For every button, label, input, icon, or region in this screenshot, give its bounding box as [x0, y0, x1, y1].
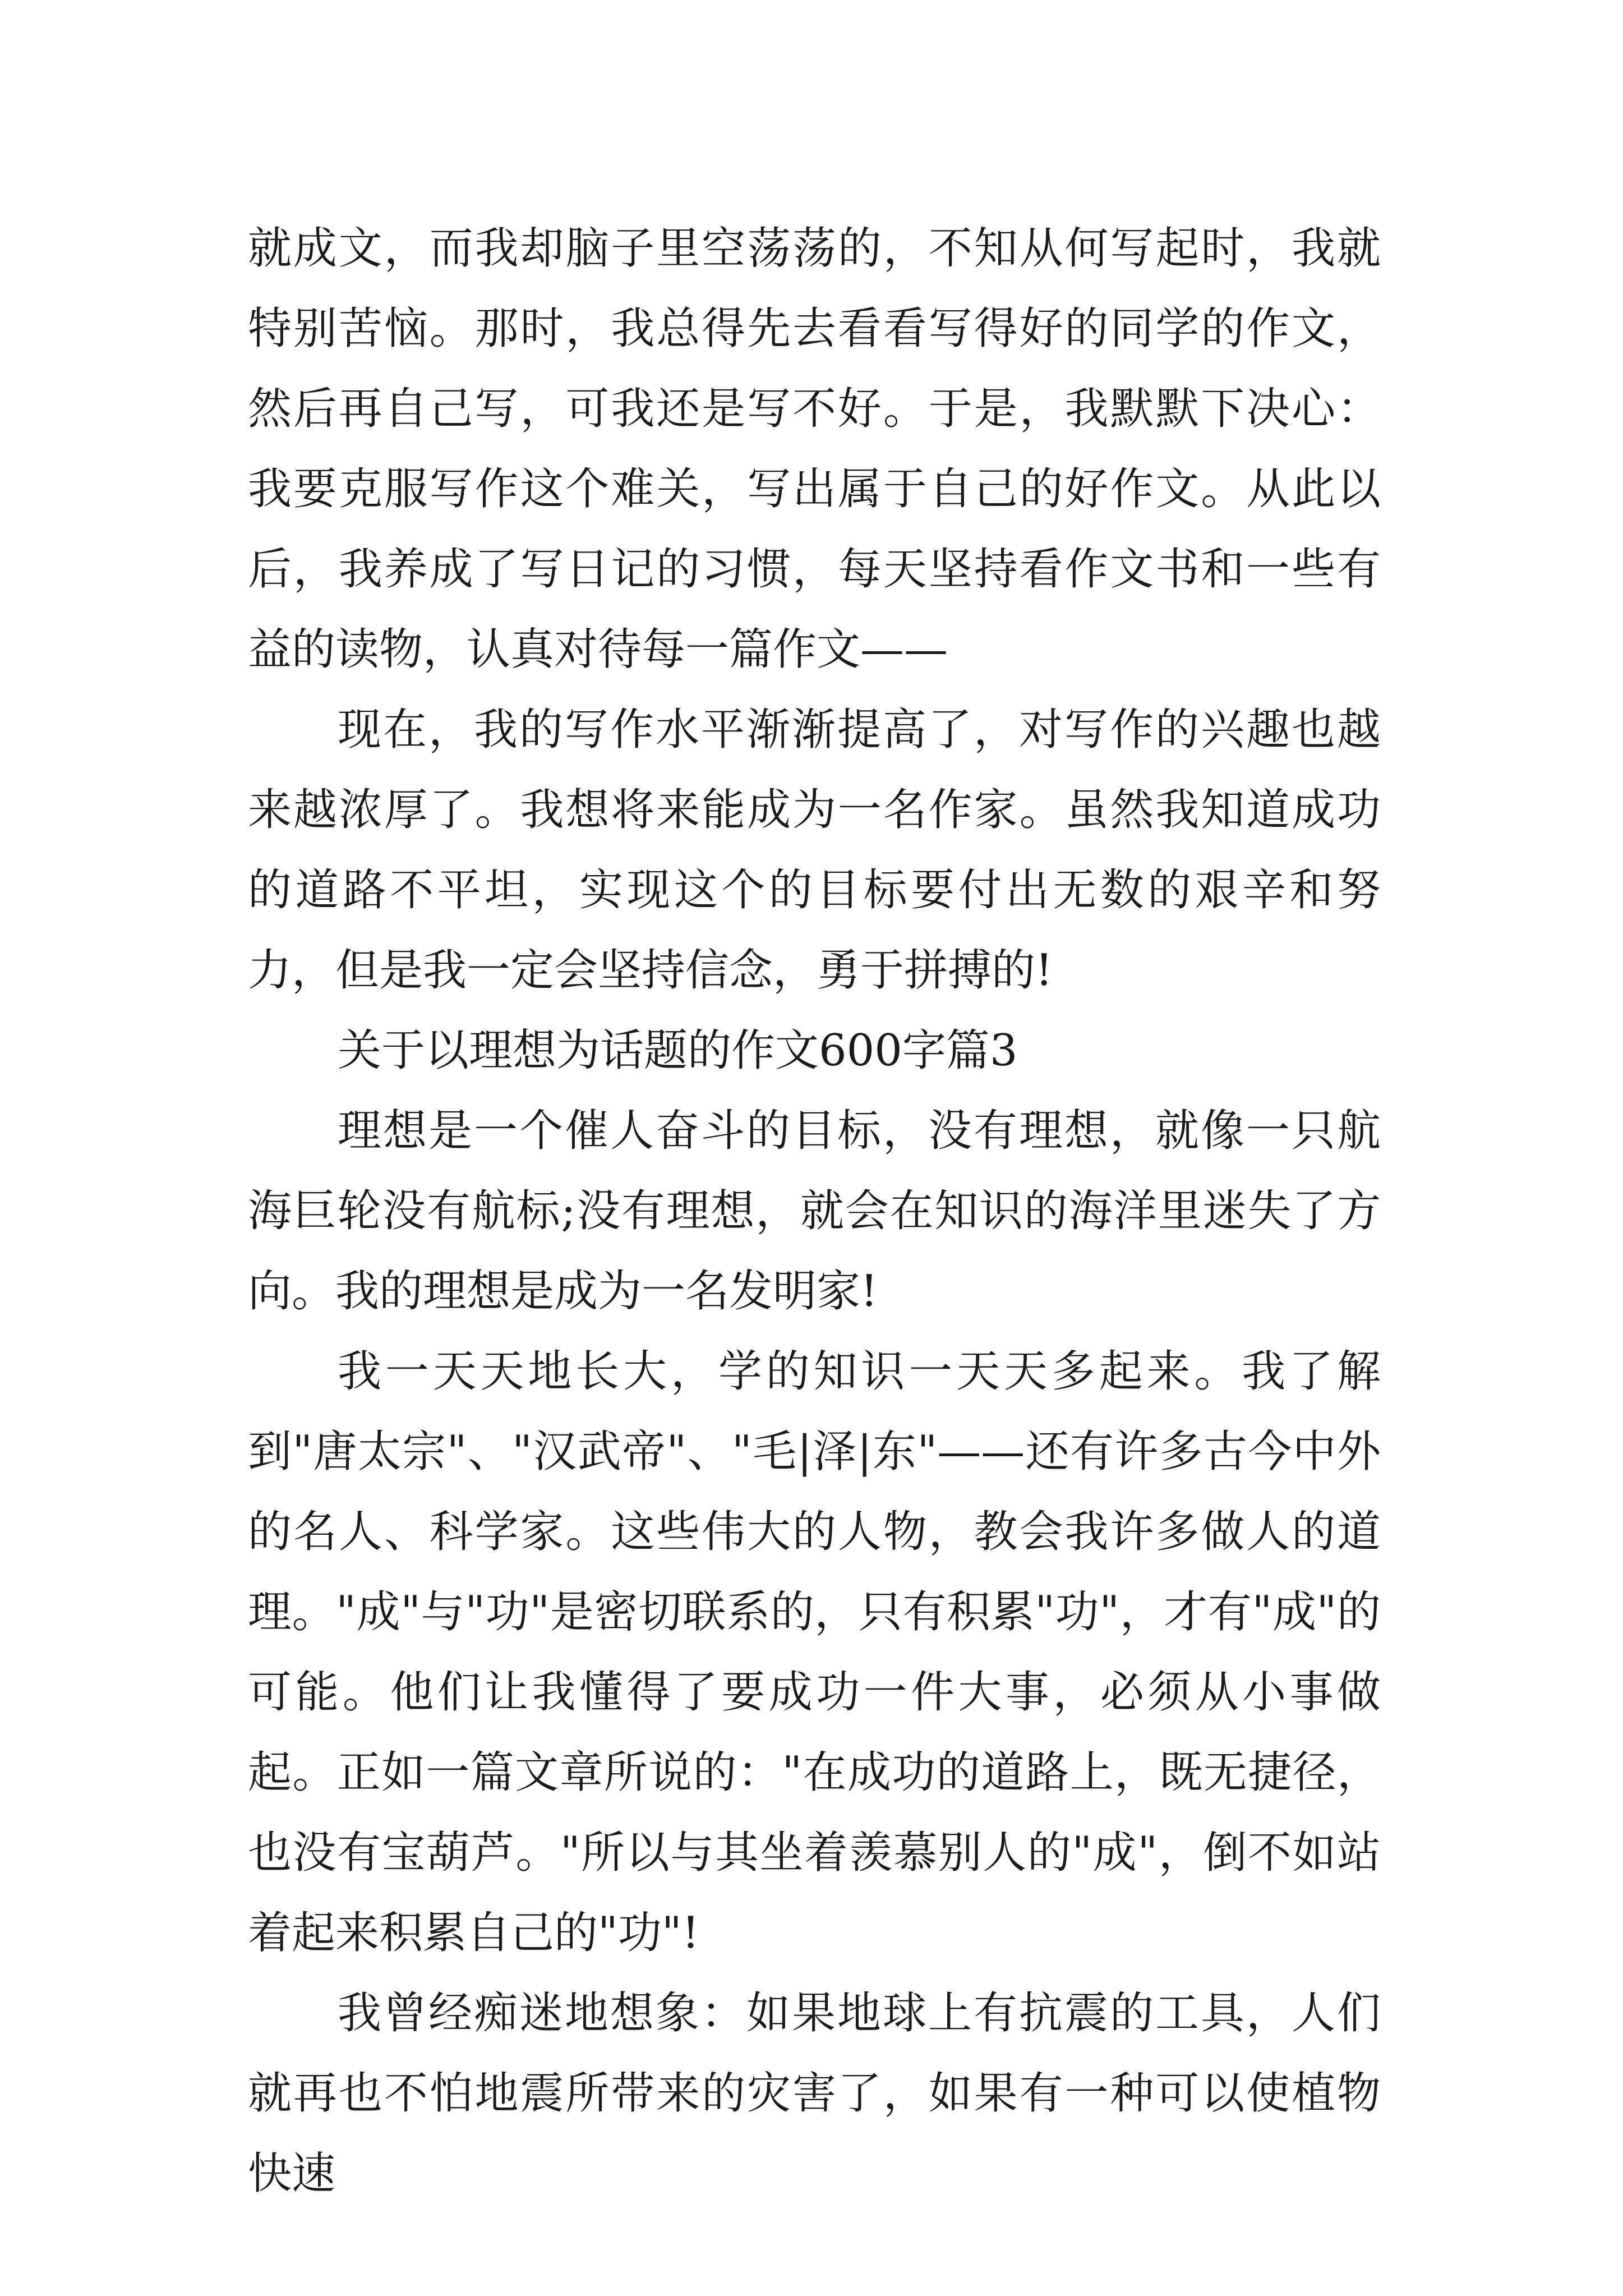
section-heading: 关于以理想为话题的作文600字篇3 — [338, 1025, 1018, 1076]
paragraph-4: 我一天天地长大，学的知识一天天多起来。我了解到"唐太宗"、"汉武帝"、"毛|泽|东"——还有许多古今中外的名人、科学家。这些伟大的人物，教会我许多做人的道理。"成"与"功"是密切联系的，只有积累"功"，才有"成"的可能。他们让我懂得了要成功一件大事，必须从小事做起。正如一篇文章所说的："在成功的道路上，既无捷径，也没有宝葫芦。"所以与其坐着羡慕别人的"成"，倒不如站着起来积累自己的"功"! — [248, 1346, 1381, 1958]
paragraph-1: 就成文，而我却脑子里空荡荡的，不知从何写起时，我就特别苦恼。那时，我总得先去看看写得好的同学的作文，然后再自己写，可我还是写不好。于是，我默默下决心：我要克服写作这个难关，写出属于自己的好作文。从此以后，我养成了写日记的习惯，每天坚持看作文书和一些有益的读物，认真对待每一篇作文—— — [248, 223, 1381, 675]
paragraph-2: 现在，我的写作水平渐渐提高了，对写作的兴趣也越来越浓厚了。我想将来能成为一名作家。虽然我知道成功的道路不平坦，实现这个的目标要付出无数的艰辛和努力，但是我一定会坚持信念，勇于拼搏的! — [248, 705, 1381, 996]
paragraph-5: 我曾经痴迷地想象：如果地球上有抗震的工具，人们就再也不怕地震所带来的灾害了，如果有一种可以使植物快速 — [248, 1988, 1381, 2199]
paragraph-3: 理想是一个催人奋斗的目标，没有理想，就像一只航海巨轮没有航标;没有理想，就会在知识的海洋里迷失了方向。我的理想是成为一名发明家! — [248, 1106, 1381, 1317]
document-body — [248, 209, 1381, 2214]
